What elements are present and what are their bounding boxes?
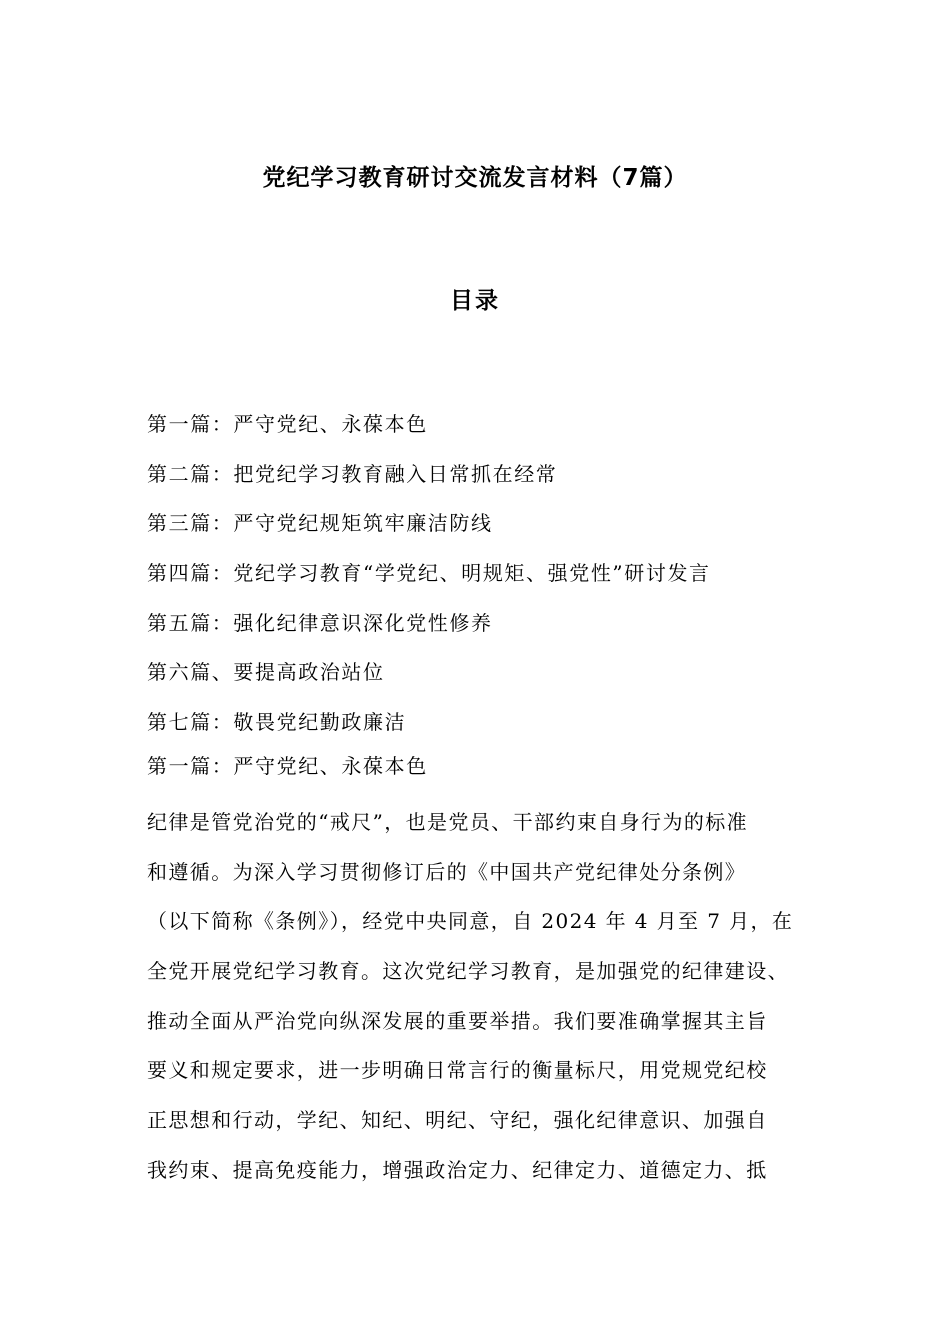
toc-item-2: 第二篇：把党纪学习教育融入日常抓在经常 xyxy=(147,461,558,486)
toc-item-1: 第一篇：严守党纪、永葆本色 xyxy=(147,412,428,436)
section-title: 第一篇：严守党纪、永葆本色 xyxy=(147,754,428,778)
body-line: 正思想和行动，学纪、知纪、明纪、守纪，强化纪律意识、加强自 xyxy=(147,1108,768,1133)
body-line: 全党开展党纪学习教育。这次党纪学习教育，是加强党的纪律建设、 xyxy=(147,959,789,984)
toc-item-6: 第六篇、要提高政治站位 xyxy=(147,660,385,685)
body-line: 我约束、提高免疫能力，增强政治定力、纪律定力、道德定力、抵 xyxy=(147,1157,768,1182)
toc-heading: 目录 xyxy=(450,288,500,314)
body-paragraph xyxy=(147,798,837,1196)
body-line: 和遵循。为深入学习贯彻修订后的《中国共产党纪律处分条例》 xyxy=(147,859,747,884)
toc-item-4: 第四篇：党纪学习教育“学党纪、明规矩、强党性”研讨发言 xyxy=(147,561,711,586)
body-line: （以下简称《条例》），经党中央同意，自 2024 年 4 月至 7 月，在 xyxy=(147,909,794,934)
toc-item-5: 第五篇：强化纪律意识深化党性修养 xyxy=(147,610,493,635)
body-line: 推动全面从严治党向纵深发展的重要举措。我们要准确掌握其主旨 xyxy=(147,1008,768,1033)
document-title: 党纪学习教育研讨交流发言材料（7篇） xyxy=(262,165,688,191)
table-of-contents xyxy=(147,400,711,748)
body-line: 要义和规定要求，进一步明确日常言行的衡量标尺，用党规党纪校 xyxy=(147,1058,768,1083)
toc-item-3: 第三篇：严守党纪规矩筑牢廉洁防线 xyxy=(147,511,493,536)
body-line: 纪律是管党治党的“戒尺”，也是党员、干部约束自身行为的标准 xyxy=(147,810,749,834)
toc-item-7: 第七篇：敬畏党纪勤政廉洁 xyxy=(147,710,407,735)
